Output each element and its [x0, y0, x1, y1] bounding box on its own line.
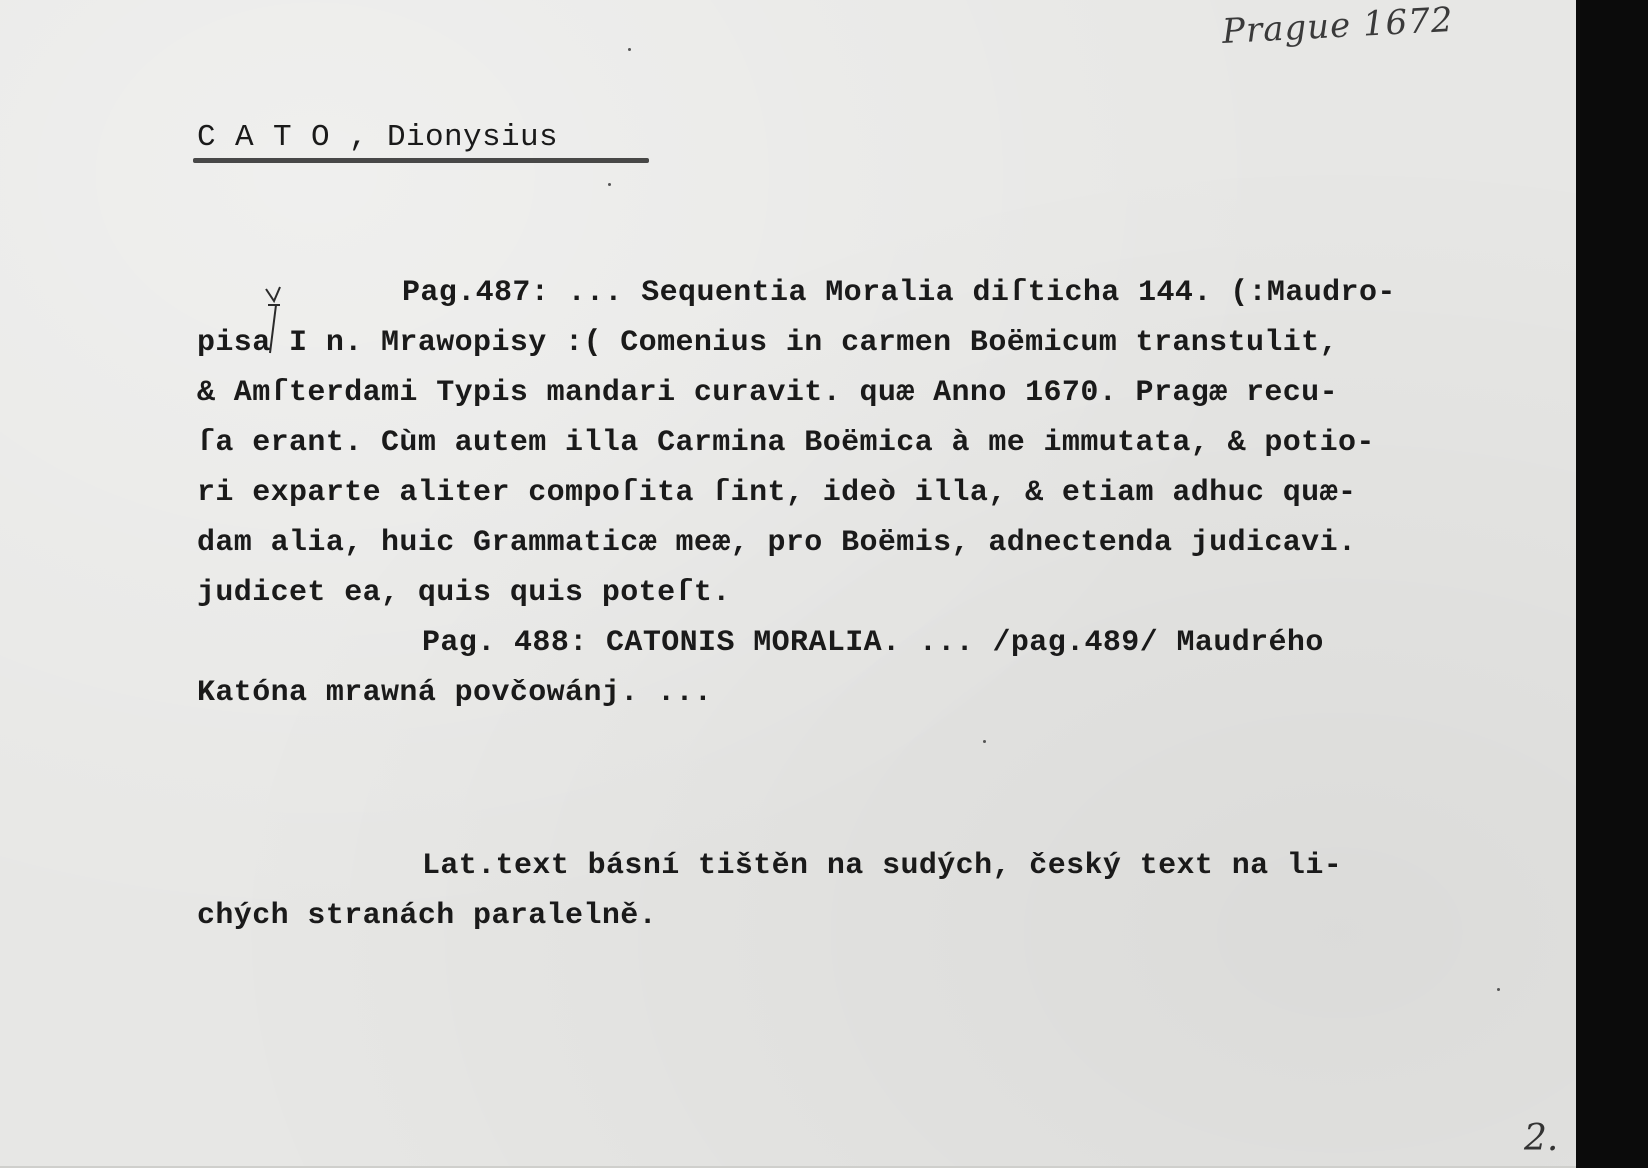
handwritten-location-year: Prague 1672: [1221, 0, 1455, 53]
citation-line: Pag.487: ... Sequentia Moralia diſticha 144. (:Maudro-: [402, 276, 1396, 310]
heading-underline: [193, 158, 649, 163]
paper-speck: [628, 48, 631, 51]
note-line: Lat.text básní tištěn na sudých, český text na li-: [422, 849, 1343, 883]
citation-line: dam alia, huic Grammaticæ meæ, pro Boëmis, adnectenda judicavi.: [197, 526, 1357, 560]
citation-line: Pag. 488: CATONIS MORALIA. ... /pag.489/ Maudrého: [422, 626, 1324, 660]
author-heading: C A T O , Dionysius: [197, 120, 559, 155]
citation-line: pisa I n. Mrawopisy :( Comenius in carmen Boëmicum transtulit,: [197, 326, 1338, 360]
note-line: chých stranách paralelně.: [197, 899, 658, 933]
citation-text: [197, 268, 1537, 718]
paper-speck: [1497, 988, 1500, 991]
annotation-note: [197, 842, 1537, 942]
paper-speck: [983, 740, 986, 743]
citation-line: ri exparte aliter compoſita ſint, ideò illa, & etiam adhuc quæ-: [197, 476, 1357, 510]
paper-speck: [608, 183, 611, 186]
citation-line: judicet ea, quis quis poteſt.: [197, 576, 731, 610]
citation-line: & Amſterdami Typis mandari curavit. quæ Anno 1670. Pragæ recu-: [197, 376, 1338, 410]
handwritten-page-number: 2.: [1524, 1118, 1559, 1159]
citation-line: Katóna mrawná povčowánj. ...: [197, 676, 713, 710]
citation-line: ſa erant. Cùm autem illa Carmina Boëmica à me immutata, & potio-: [197, 426, 1375, 460]
